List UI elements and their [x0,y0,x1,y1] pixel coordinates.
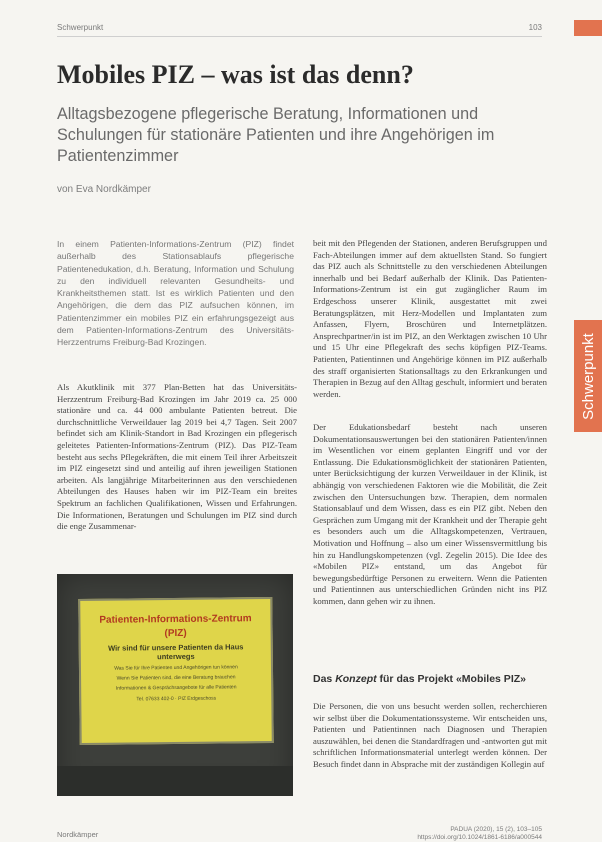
sign-subtitle: Wir sind für unsere Patienten da Haus unterwegs [108,642,244,662]
running-head [57,22,542,37]
corner-accent-tab [574,20,602,36]
section-heading-start: Das [313,673,336,685]
intro-paragraph: In einem Patienten-Informations-Zentrum (PIZ) findet außerhalb des Stationsablaufs pflegerische Patientenedukation, d.h. Beratung, Information und Schulung zu den individuell relevanten Gesundheits- und Krankheitsthemen statt. Ist es wirklich Patienten und den Angehörigen, die dem das PIZ aufsuchen können, im Patientenzimmer ein mobiles PIZ ein erfahrungsgezeigt aus dem Patienten-Informations-Zentrum des Universitäts-Herzzentrums Freiburg-Bad Krozingen. [57,239,294,348]
running-head-section: Schwerpunkt [57,23,104,32]
section-side-label [574,320,602,432]
footer-citation [417,826,542,842]
body-paragraph-right-2: Der Edukationsbedarf besteht nach unseren Dokumentationsauswertungen bei den stationären Patienten/innen im Wesentlichen vor einem geplanten Eingriff und vor der Entlassung. Die Edukationsmöglichkeit der stationären Patienten, unter Berücksichtigung der kurzen Verweildauer in der Klinik, ist abhängig von verschiedenen Faktoren wie die Mobilität, die Zeit zwischen den Untersuchungen bzw. Therapien, dem normalen Stationsablauf und dem Wissen, dass es ein PIZ gibt. Neben den Gesprächen zum Umgang mit der Krankheit und der Therapie geht es besonders auch um die Alltagskompetenzen, Vertrauen, Motivation und Hoffnung – also um einer Wissensvermittlung bis hin zu Handlungskompetenzen (vgl. Zegelin 2015). Die Idee des «Mobilen PIZ» entstand, um das Angebot für bewegungsbedürftige Personen zu erweitern. Wenn die Patienten und Patientinnen aus unterschiedlichen Gründen nicht ins PIZ kommen, dann gehen wir zu ihnen. [313,422,547,606]
sign-title: Patienten-Informations-Zentrum [99,613,252,626]
footer-citation-line: PADUA (2020), 15 (2), 103–105 [450,826,542,833]
sign-line: Tel. 07633 402-0 · PIZ Erdgeschoss [136,695,217,703]
article-subtitle: Alltagsbezogene pflegerische Beratung, Informationen und Schulungen für stationäre Patienten und ihre Angehörigen im Patientenzimmer [57,105,495,165]
sign-line: Informationen & Gesprächsangebote für alle Patienten [115,684,237,693]
photo-shadow-area [57,766,293,796]
sign-photo [57,574,293,796]
footer-author: Nordkämper [57,830,99,839]
body-paragraph-right-1: beit mit den Pflegenden der Stationen, anderen Berufsgruppen und Fach-Abteilungen immer auf dem aktuellsten Stand. So fungiert das PIZ auch als Schnittstelle zu den verschiedenen Abteilungen innerhalb und bei Bedarf außerhalb der Klinik. Das Patienten-Informations-Zentrum ist ein gut zugänglicher Raum im Erdgeschoss unserer Klinik, ausgestattet mit zwei Beratungsplätzen, mit Herz-Modellen und Implantaten zum Anfassen, Flyern, Broschüren und Internetplätzen. Ansprechpartner/in ist im PIZ, an den Werktagen zwischen 10 Uhr und 15 Uhr eine Pflegekraft des sechs köpfigen PIZ-Teams. Patienten, Patientinnen und Angehörige können im PIZ außerhalb des straff organisierten Stationsalltags zu den Erkrankungen und Therapien in Bezug auf den Alltag geschult, informiert und beraten werden. [313,238,547,399]
piz-sign [78,597,274,745]
section-heading-emphasis: Konzept [335,673,377,685]
page-number: 103 [528,23,542,32]
body-paragraph-right-3: Die Personen, die von uns besucht werden sollen, recherchieren wir selbst über die Dokumentationssysteme. Wir entscheiden uns, Patienten und Patientinnen nach Diagnosen und Therapien auszuwählen, bei denen die Standardfragen und -antworten gut mit schriftlichen Informationsmaterial unterlegt werden können. Der Besuch findet dann in Absprache mit der zuständigen Kollegin auf [313,701,547,769]
author-line: von Eva Nordkämper [57,184,151,195]
body-paragraph-left: Als Akutklinik mit 377 Plan-Betten hat das Universitäts-Herzzentrum Freiburg-Bad Krozingen im Jahr 2019 ca. 25 000 stationäre und ca. 44 000 ambulante Patienten betreut. Die durchschnittliche Verweildauer lag 2019 bei 4,7 Tagen. Seit 2007 befindet sich am Klinik-Standort in Bad Krozingen ein pflegerisch geleitetes Patienten-Informations-Zentrum (PIZ). Das PIZ-Team besteht aus sechs Pflegekräften, die mit einem Teil ihrer Arbeitszeit im PIZ eingesetzt sind und anteilig auf ihren jeweiligen Stationen arbeiten. Als langjährige Mitarbeiterinnen aus den verschiedenen Abteilungen des Hauses haben wir im PIZ-Team ein breites Spektrum an fachlichen Qualifikationen, Wissen und Erfahrungen. Die Informationen, Beratungen und Schulungen im PIZ sind durch die enge Zusammenar- [57,382,297,532]
sign-abbr: (PIZ) [164,627,187,640]
footer-doi: https://doi.org/10.1024/1861-6186/a000544 [417,834,542,841]
section-heading-end: für das Projekt «Mobiles PIZ» [376,673,526,685]
sign-line: Wenn Sie Patienten sind, die eine Beratung brauchen [116,674,236,682]
side-tab-text: Schwerpunkt [579,332,597,420]
section-heading [313,673,547,685]
article-title: Mobiles PIZ – was ist das denn? [57,60,414,89]
sign-line: Was Sie für Ihre Patienten und Angehörigen tun können [114,664,238,672]
